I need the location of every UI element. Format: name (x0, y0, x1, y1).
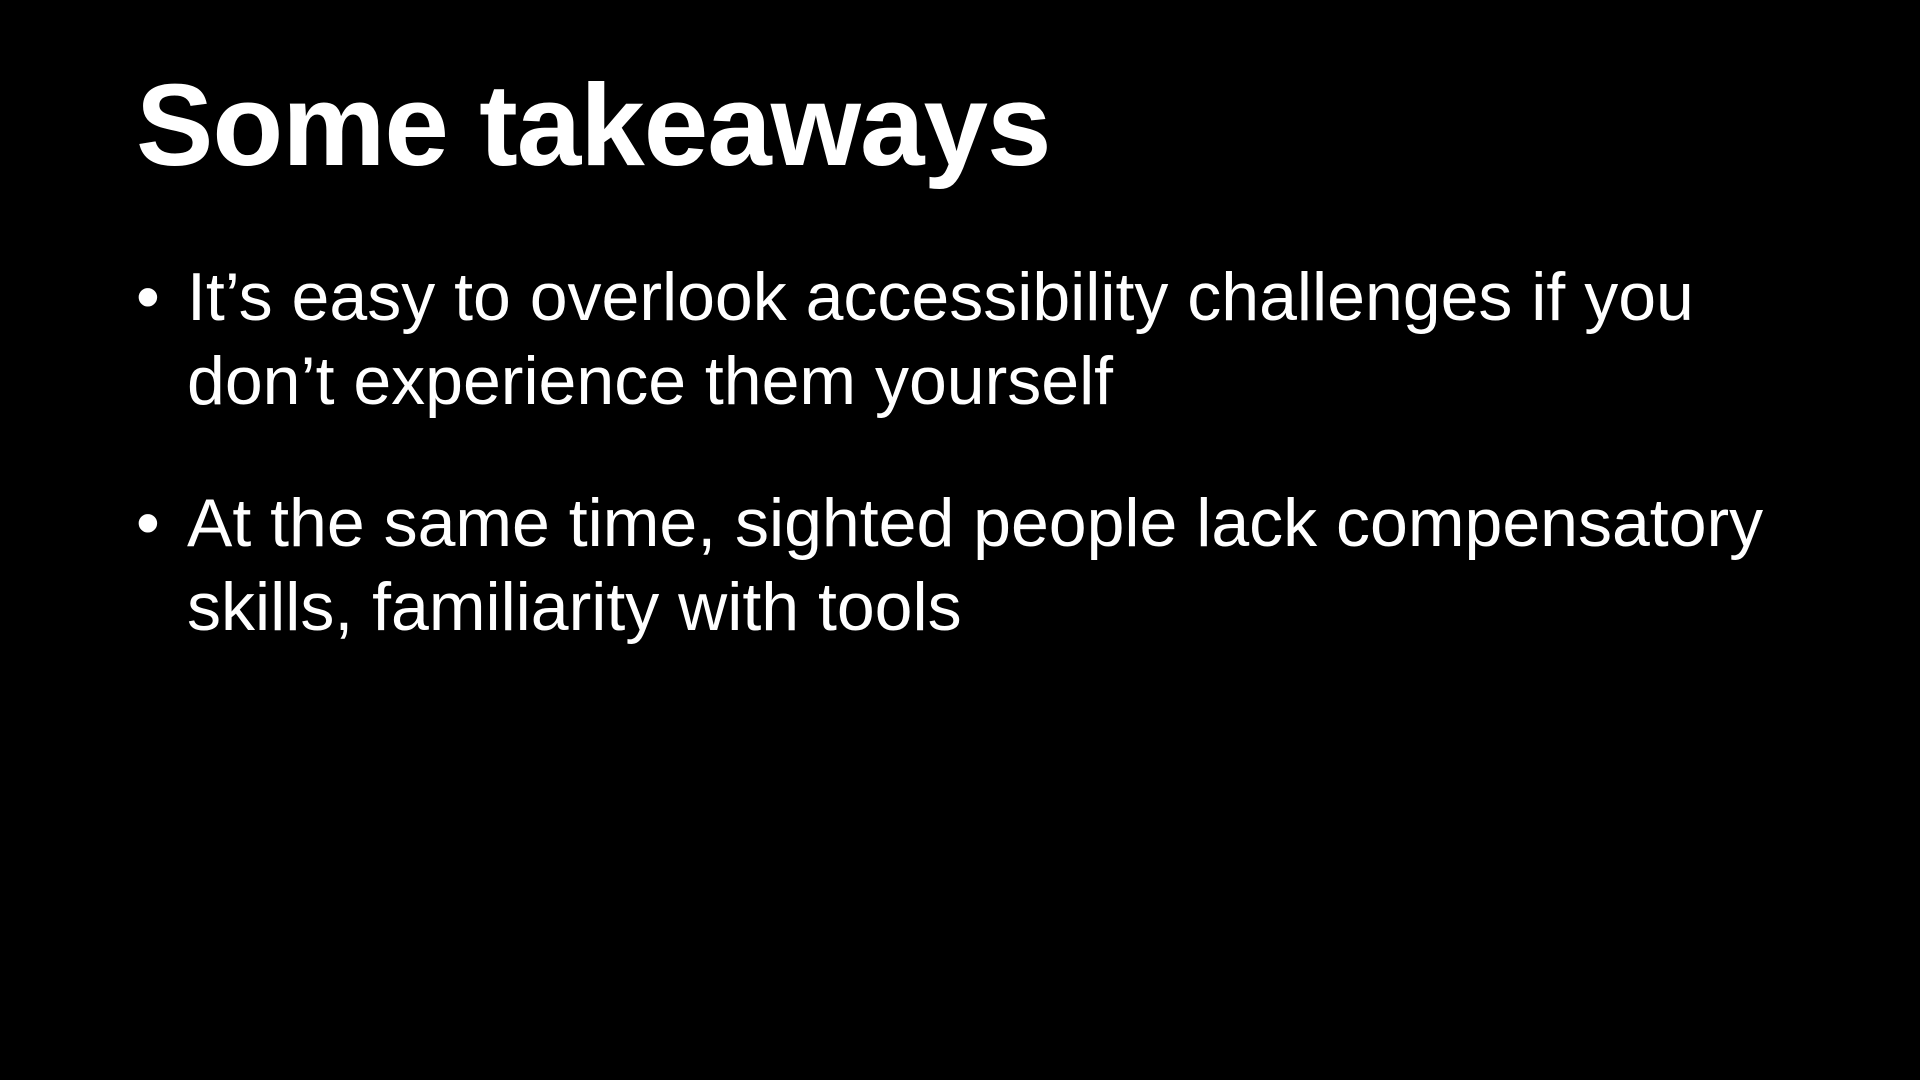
bullet-text: At the same time, sighted people lack compensatory skills, familiarity with tools (187, 485, 1764, 645)
bullet-item (136, 481, 1836, 649)
bullet-item (136, 255, 1836, 423)
slide-title: Some takeaways (136, 60, 1051, 190)
bullet-dot-icon: • (136, 485, 160, 561)
bullet-list (136, 255, 1836, 707)
bullet-text: It’s easy to overlook accessibility challenges if you don’t experience them yourself (187, 259, 1694, 419)
bullet-dot-icon: • (136, 259, 160, 335)
